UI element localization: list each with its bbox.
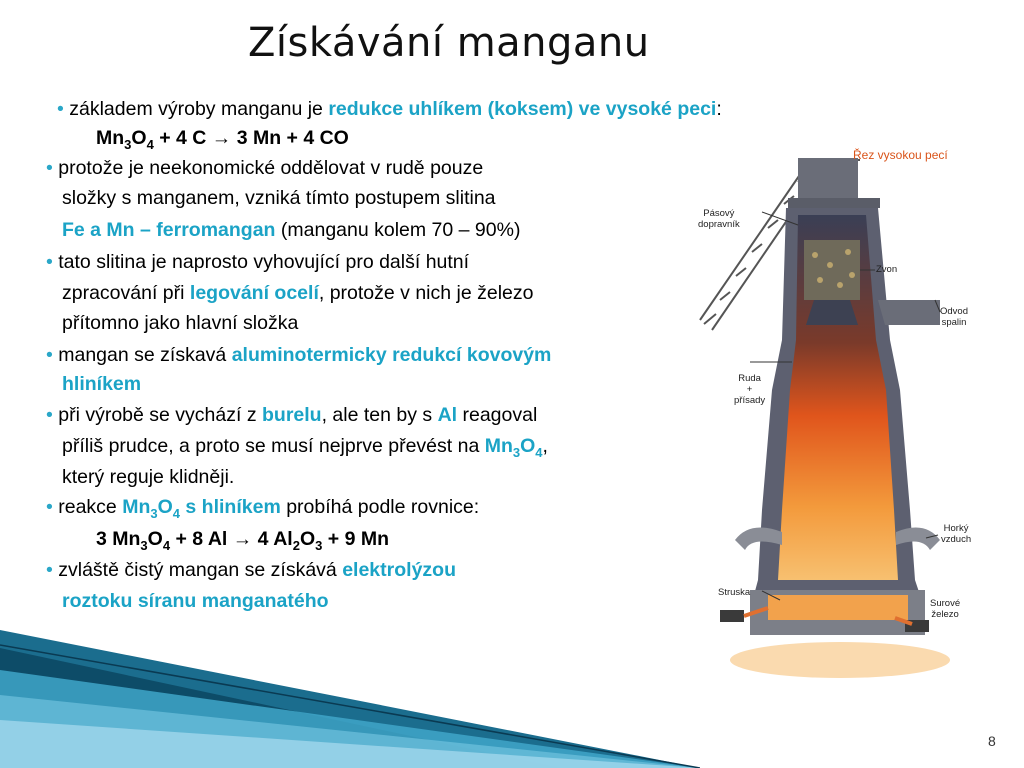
label-ore: Ruda + přísady bbox=[734, 373, 766, 406]
text-line: přítomno jako hlavní složka bbox=[62, 312, 299, 334]
bullet-icon: • bbox=[46, 251, 53, 273]
equation-2: 3 $Mn_3O_4 + 8$ Al → 4 $Al_2O_3 + 9$ Mn bbox=[96, 528, 389, 553]
bullet-line-4: • mangan se získavá aluminotermicky redukcí kovovým bbox=[46, 344, 552, 366]
text-line: příliš prudce, a proto se musí nejprve převést na $Mn_3O_4$, bbox=[62, 435, 548, 460]
bullet-icon: • bbox=[46, 344, 53, 366]
label-hot-air: Horký vzduch bbox=[941, 523, 972, 545]
label-conveyor: Pásový dopravník bbox=[698, 208, 740, 230]
text-line: složky s manganem, vzniká tímto postupem slitina bbox=[62, 187, 496, 209]
bullet-line-3: • tato slitina je naprosto vyhovující pro další hutní bbox=[46, 251, 470, 273]
text-line: Fe a Mn – ferromangan (manganu kolem 70 – 90%) bbox=[62, 219, 521, 241]
equation-1: $Mn_3O_4 + 4$ C → 3 Mn + 4 CO bbox=[96, 127, 349, 152]
bullet-line-6: • reakce $Mn_3O_4$ s hliníkem probíhá podle rovnice: bbox=[46, 496, 480, 521]
bullet-line-7: • zvláště čistý mangan se získává elektrolýzou bbox=[46, 559, 456, 581]
bullet-line-1: • základem výroby manganu je redukce uhlíkem (koksem) ve vysoké peci: bbox=[57, 98, 722, 120]
text-line: roztoku síranu manganatého bbox=[62, 590, 329, 612]
bullet-line-5: • při výrobě se vychází z burelu, ale ten by s Al reagoval bbox=[46, 404, 538, 426]
bullet-icon: • bbox=[46, 404, 53, 426]
label-slag: Struska bbox=[718, 587, 751, 598]
bullet-icon: • bbox=[57, 98, 64, 120]
text-line: hliníkem bbox=[62, 373, 142, 395]
label-bell: Zvon bbox=[876, 264, 898, 275]
text-line: zpracování při legování ocelí, protože v nich je železo bbox=[62, 282, 534, 304]
blast-furnace-figure bbox=[690, 140, 990, 685]
figure-title: Řez vysokou pecí bbox=[853, 148, 948, 162]
slide-title: Získávání manganu bbox=[248, 20, 650, 66]
text-line: který reguje klidněji. bbox=[62, 466, 235, 488]
bullet-line-2: • protože je neekonomické oddělovat v rudě pouze bbox=[46, 157, 484, 179]
bullet-icon: • bbox=[46, 559, 53, 581]
page-number: 8 bbox=[988, 733, 996, 749]
decorative-stripes bbox=[0, 600, 700, 768]
bullet-icon: • bbox=[46, 157, 53, 179]
label-iron: Surové železo bbox=[930, 598, 961, 620]
label-flue: Odvod spalin bbox=[940, 306, 968, 328]
bullet-icon: • bbox=[46, 496, 53, 518]
